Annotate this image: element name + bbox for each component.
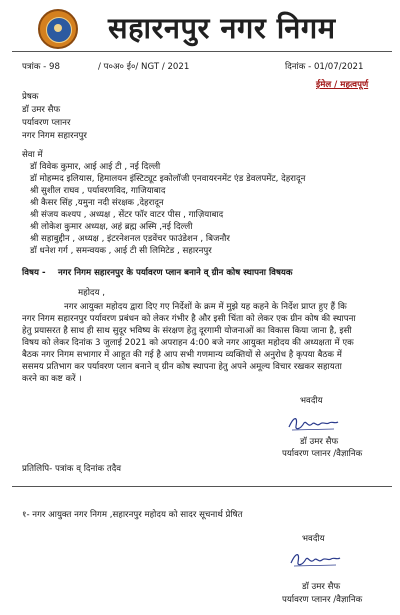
signatory-name: डॉ उमर सैफ: [300, 437, 339, 447]
sender-line: नगर निगम सहारनपुर: [22, 131, 87, 141]
signatory-designation: पर्यावरण प्लानर /वैज्ञानिक: [282, 595, 363, 605]
recipient-line: डॉ मोहम्मद इलियास, हिमालयन इंस्टिट्यूट इकोलॉजी एनवायरनमेंट एंड डेवलपमेंट, देहरादून: [30, 174, 306, 184]
priority-tag: ईमेल / महत्वपूर्ण: [316, 80, 369, 90]
signatory-name: डॉ उमर सैफ: [302, 582, 341, 592]
body-line: बैठक नगर निगम सभागार में आहूत की गई है आप सभी गणमान्य व्यक्तियों से अनुरोध है कृपया बैठक में: [22, 350, 342, 360]
subject-label: विषय -: [22, 268, 46, 278]
body-line: हेतु प्रयासरत है साथ ही साथ सुदूर भविष्य के संरक्षण हेतु दूरगामी योजनाओं का विकास किया जाना है, इसी: [22, 326, 352, 336]
valediction: भवदीय: [300, 396, 323, 406]
recipient-line: डॉ धनेश गर्ग , समन्वयक , आई टी सी लिमिटेड , सहारनपुर: [30, 246, 212, 256]
sender-line: पर्यावरण प्लानर: [22, 118, 71, 128]
recipient-line: श्री कैसर सिंह ,यमुना नदी संरक्षक ,देहरादून: [30, 198, 164, 208]
valediction: भवदीय: [302, 534, 325, 544]
copy-line: १- नगर आयुक्त नगर निगम ,सहारनपुर महोदय को सादर सूचनार्थ प्रेषित: [22, 510, 243, 520]
signature-image: [288, 548, 344, 570]
letter-date: दिनांक - 01/07/2021: [285, 62, 364, 72]
recipient-line: श्री संजय कश्यप , अध्यक्ष , सेंटर फॉर वाटर पीस , गाज़ियाबाद: [30, 210, 224, 220]
sender-line: डॉ उमर सैफ: [22, 105, 61, 115]
letter-number: पत्रांक - 98: [22, 62, 60, 72]
recipient-line: श्री सुशील राघव , पर्यावरणविद, गाजियाबाद: [30, 186, 166, 196]
page-title: सहारनपुर नगर निगम: [108, 11, 336, 45]
body-line: ससमय प्रतिभाग कर पर्यावरण प्लान बनाने व् ग्रीन कोष स्थापना हेतु अपने अमूल्य विचार रखकर सहायता: [22, 362, 342, 372]
body-line: करने का कष्ट करें ।: [22, 374, 82, 384]
body-line: विषय को लेकर दिनांक 3 जुलाई 2021 को अपराहन 4:00 बजे नगर आयुक्त महोदय की अध्यक्षता में एक: [22, 338, 354, 348]
recipient-line: श्री लोकेश कुमार अध्यक्ष, अहं ब्रह्म अस्मि ,नई दिल्ली: [30, 222, 193, 232]
header-divider: [12, 51, 392, 52]
recipient-line: डॉ विवेक कुमार, आई आई टी , नई दिल्ली: [30, 162, 161, 172]
recipient-line: श्री सहाबुद्दीन , अध्यक्ष , इंटरनेशनल एडवेंचर फाउंडेशन , बिजनौर: [30, 234, 230, 244]
subject-text: नगर निगम सहारनपुर के पर्यावरण प्लान बनाने व् ग्रीन कोष स्थापना विषयक: [58, 268, 293, 278]
body-line: नगर निगम सहारनपुर पर्यावरण प्रबंधन को लेकर गंभीर है और इसी चिंता को लेकर एक ग्रीन कोष की स्थापना: [22, 314, 356, 324]
recipients-label: सेवा में: [22, 150, 43, 160]
letter-reference: / प०अ० ई०/ NGT / 2021: [98, 62, 190, 72]
section-divider: [12, 486, 392, 487]
signature-image: [286, 412, 342, 434]
sender-label: प्रेषक: [22, 92, 39, 102]
body-line: नगर आयुक्त महोदय द्वारा दिए गए निर्देशों के क्रम में मुझे यह कहने के निर्देश प्राप्त हुए हैं कि: [64, 302, 347, 312]
salutation: महोदय ,: [78, 288, 105, 298]
municipal-seal-logo: [38, 9, 78, 49]
signatory-designation: पर्यावरण प्लानर /वैज्ञानिक: [282, 449, 363, 459]
copy-label: प्रतिलिपि- पत्रांक व् दिनांक तदैव: [22, 464, 122, 474]
